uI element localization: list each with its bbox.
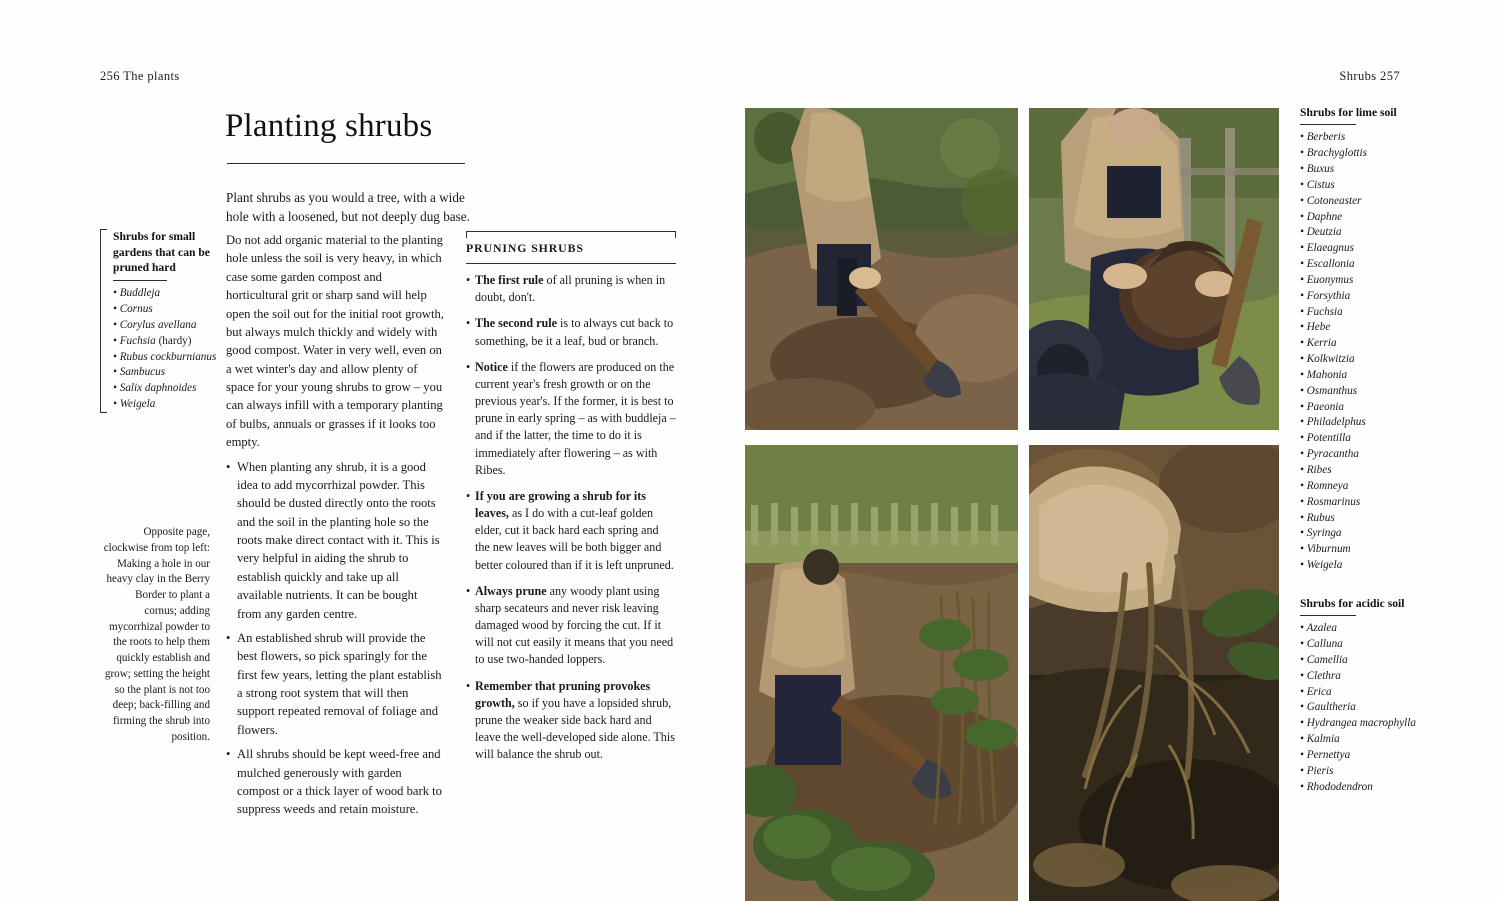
list-item: • Rosmarinus (1300, 495, 1361, 508)
list-item: • Camellia (1300, 653, 1348, 666)
body-bullet-list (226, 458, 444, 819)
sidebar-acidic-soil-list (1300, 621, 1425, 795)
list-item: • Pieris (1300, 764, 1334, 777)
list-item (466, 488, 676, 574)
list-item: • Kerria (1300, 337, 1337, 350)
rule-tick-right (675, 231, 676, 238)
page-title: Planting shrubs (225, 108, 433, 144)
list-item: • Cotoneaster (1300, 194, 1362, 207)
list-item: • Azalea (1300, 622, 1337, 635)
photo-digging-hole (745, 108, 1018, 430)
pruning-box-title: PRUNING SHRUBS (466, 241, 584, 255)
intro-paragraph: Do not add organic material to the planting hole unless the soil is very heavy, in which case some garden compost and horticultural grit or sharp sand will help open the soil out for the initial root growth, but always mulch thickly and widely with good compost. Water in very well, even on a wet winter's day and allow plenty of space for your young shrubs to grow – you can always infill with a temporary planting of bulbs, annuals or grasses if it looks too empty. (226, 233, 444, 450)
list-item: • Kolkwitzia (1300, 353, 1355, 366)
item-lead: The second rule (475, 316, 557, 331)
list-item: • Buxus (1300, 162, 1335, 175)
sidebar-acidic-soil-heading: Shrubs for acidic soil (1300, 596, 1405, 610)
sidebar-small-gardens-heading: Shrubs for small gardens that can be pruned hard (113, 230, 210, 275)
list-item: • Euonymus (1300, 273, 1354, 286)
item-text: as I do with a cut-leaf golden elder, cut it back hard each spring and the new leaves will be both bigger and better coloured than if it is left unpruned. (475, 506, 674, 572)
pruning-box-divider (466, 263, 676, 264)
item-lead: Remember that pruning provokes growth, (475, 678, 651, 710)
list-item: • Rhododendron (1300, 780, 1373, 793)
list-item: • An established shrub will provide the best flowers, so pick sparingly for the first few years, letting the plant establish a strong root system that will then support repeated removal of foliage and flowers. (226, 629, 444, 739)
list-item: • Viburnum (1300, 543, 1351, 556)
list-item: • Romneya (1300, 479, 1349, 492)
list-item: • Clethra (1300, 669, 1341, 682)
photo-mycorrhizal-powder-image (1029, 108, 1279, 430)
list-item: • Pyracantha (1300, 448, 1359, 461)
standfirst: Plant shrubs as you would a tree, with a wide hole with a loosened, but not deeply dug base. (226, 190, 470, 224)
list-item: • Weigela (113, 398, 156, 411)
sidebar-divider (1300, 124, 1356, 125)
photo-digging-hole-image (745, 108, 1018, 430)
title-divider (227, 163, 465, 164)
list-item: • Potentilla (1300, 432, 1351, 445)
list-item: • Rubus cockburnianus (113, 350, 217, 363)
sidebar-lime-soil-heading: Shrubs for lime soil (1300, 106, 1397, 119)
rule-tick-bottom (100, 412, 107, 413)
list-item: • Calluna (1300, 638, 1343, 651)
item-text: of all pruning is when in doubt, don't. (475, 273, 666, 305)
sidebar-divider (113, 280, 167, 281)
list-item: • Pernettya (1300, 748, 1351, 761)
list-item: • Elaeagnus (1300, 242, 1354, 255)
item-lead: Always prune (475, 583, 547, 598)
rule-tick-left (466, 231, 467, 238)
list-item: • Syringa (1300, 527, 1342, 540)
list-item: • Salix daphnoides (113, 382, 197, 395)
list-item: • Mahonia (1300, 368, 1348, 381)
list-item: • Kalmia (1300, 733, 1340, 746)
list-item (466, 583, 676, 669)
list-item: • Cornus (113, 302, 153, 315)
pruning-box-list (466, 272, 676, 763)
sidebar-lime-soil-list (1300, 130, 1425, 574)
photo-mycorrhizal-powder (1029, 108, 1279, 430)
list-item: • Forsythia (1300, 289, 1351, 302)
list-item: • Rubus (1300, 511, 1335, 524)
list-item (466, 678, 676, 764)
list-item: • Cistus (1300, 178, 1335, 191)
sidebar-acidic-soil (1300, 596, 1425, 796)
photo-setting-roots-image (1029, 445, 1279, 901)
folio-left: 256 The plants (100, 69, 180, 83)
list-item: • Ribes (1300, 464, 1332, 477)
list-item: • Philadelphus (1300, 416, 1366, 429)
item-text: any woody plant using sharp secateurs and never risk leaving damaged wood by forcing the cut. If it will not cut easily it means that you need to use two-handed loppers. (475, 583, 674, 667)
item-lead: The first rule (475, 273, 544, 287)
folio-right: Shrubs 257 (1339, 69, 1400, 83)
list-item: • Paeonia (1300, 400, 1345, 413)
sidebar-lime-soil (1300, 105, 1425, 574)
list-item: • Berberis (1300, 131, 1346, 144)
list-item: • Hebe (1300, 321, 1331, 334)
sidebar-small-gardens (100, 229, 225, 413)
item-lead: If you are growing a shrub for its leaves, (475, 488, 647, 521)
list-item: • Brachyglottis (1300, 147, 1367, 160)
pruning-shrubs-box (466, 231, 676, 772)
list-item: • Erica (1300, 685, 1332, 698)
photo-backfilling-shrub-image (745, 445, 1018, 901)
sidebar-small-gardens-list (113, 286, 225, 413)
list-item: • When planting any shrub, it is a good idea to add mycorrhizal powder. This should be dusted directly onto the roots and the soil in the planting hole so the roots make direct contact with it. This is very helpful in aiding the shrub to establish quickly and take up all available nutrients. It can be bought from any garden centre. (226, 458, 444, 623)
list-item: • Deutzia (1300, 226, 1342, 239)
list-item: • Daphne (1300, 210, 1343, 223)
list-item: • Weigela (1300, 559, 1343, 572)
list-item: • All shrubs should be kept weed-free and mulched generously with garden compost or a thick layer of wood bark to suppress weeds and retain moisture. (226, 745, 444, 819)
photo-caption: Opposite page, clockwise from top left: Making a hole in our heavy clay in the Berry Border to plant a cornus; adding mycorrhizal powder to the roots to help them quickly establish and grow; setting the height so the plant is not too deep; back-filling and firming the shrub into position. (103, 526, 210, 743)
list-item: • Hydrangea macrophylla (1300, 717, 1416, 730)
item-text: is to always cut back to something, be it a leaf, bud or branch. (475, 316, 674, 348)
photo-setting-roots (1029, 445, 1279, 901)
sidebar-divider (1300, 615, 1356, 616)
body-column (226, 231, 444, 825)
list-item: • Fuchsia (1300, 305, 1343, 318)
item-text: if the flowers are produced on the current year's fresh growth or on the previous year's. If the former, it is best to prune in early spring – as with buddleja – and if the latter, the time to do it is immediately after flowering – as with Ribes. (475, 359, 676, 477)
list-item: • Gaultheria (1300, 701, 1356, 714)
photo-backfilling-shrub (745, 445, 1018, 901)
list-item: • Corylus avellana (113, 318, 197, 331)
list-item: • Buddleja (113, 286, 161, 299)
list-item: • Osmanthus (1300, 384, 1358, 397)
list-item (466, 272, 676, 306)
list-item: • Fuchsia (hardy) (113, 334, 192, 347)
list-item (466, 315, 676, 349)
item-text: so if you have a lopsided shrub, prune the weaker side back hard and leave the well-developed side alone. This will balance the shrub out. (475, 695, 675, 762)
rule-tick-top (100, 229, 107, 230)
left-page (100, 100, 680, 820)
list-item: • Escallonia (1300, 258, 1355, 271)
list-item (466, 359, 676, 479)
list-item: • Sambucus (113, 366, 166, 379)
right-sidebar (1300, 105, 1425, 818)
item-lead: Notice (475, 359, 508, 374)
